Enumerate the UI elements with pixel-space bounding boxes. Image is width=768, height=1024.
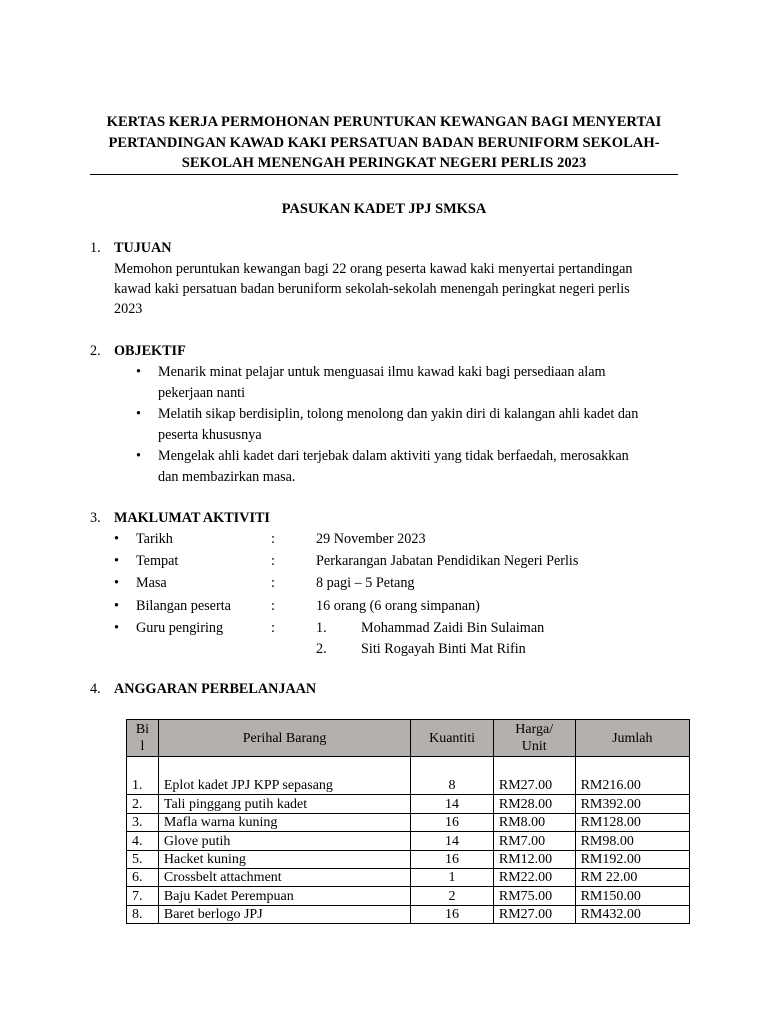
table-row	[127, 850, 690, 868]
header-price	[493, 720, 575, 757]
cell-total: RM 22.00	[575, 868, 689, 886]
info-label: Masa	[136, 575, 167, 591]
cell-price: RM28.00	[493, 795, 575, 813]
cell-price: RM12.00	[493, 850, 575, 868]
guru-number: 2.	[316, 641, 327, 657]
objektif-1-line-1: Menarik minat pelajar untuk menguasai ilmu kawad kaki bagi persediaan alam	[158, 364, 606, 380]
cell-total: RM392.00	[575, 795, 689, 813]
info-colon: :	[271, 620, 275, 636]
header-price-line-1: Harga/	[515, 722, 554, 737]
header-bil-line-1: Bi	[135, 722, 150, 737]
cell-item: Mafla warna kuning	[158, 813, 410, 831]
info-value: 8 pagi – 5 Petang	[316, 575, 415, 591]
cell-bil: 7.	[127, 887, 159, 905]
cell-price: RM22.00	[493, 868, 575, 886]
info-value: Perkarangan Jabatan Pendidikan Negeri Perlis	[316, 553, 579, 569]
cell-item: Baju Kadet Perempuan	[158, 887, 410, 905]
guru-name: Mohammad Zaidi Bin Sulaiman	[361, 620, 545, 636]
cell-bil: 8.	[127, 905, 159, 923]
cell-item: Glove putih	[158, 832, 410, 850]
cell-bil: 4.	[127, 832, 159, 850]
table-row	[127, 887, 690, 905]
header-qty: Kuantiti	[411, 720, 494, 757]
objektif-2-line-2: peserta khususnya	[158, 427, 262, 443]
title-line-3: SEKOLAH MENENGAH PERINGKAT NEGERI PERLIS 2023	[181, 155, 587, 171]
spacer-cell	[127, 757, 159, 778]
cell-price: RM7.00	[493, 832, 575, 850]
info-colon: :	[271, 575, 275, 591]
cell-bil: 3.	[127, 813, 159, 831]
guru-number: 1.	[316, 620, 327, 636]
table-spacer-row	[127, 757, 690, 778]
header-bil-line-2: l	[140, 739, 145, 754]
cell-item: Crossbelt attachment	[158, 868, 410, 886]
header-total: Jumlah	[575, 720, 689, 757]
cell-qty: 2	[411, 887, 494, 905]
cell-qty: 14	[411, 795, 494, 813]
header-price-line-2: Unit	[521, 739, 547, 754]
table-row	[127, 868, 690, 886]
info-label: Tarikh	[136, 531, 173, 547]
list-item	[130, 404, 675, 446]
cell-price: RM27.00	[493, 905, 575, 923]
cell-total: RM432.00	[575, 905, 689, 923]
cell-item: Baret berlogo JPJ	[158, 905, 410, 923]
cell-bil: 5.	[127, 850, 159, 868]
bullet-icon: •	[114, 598, 119, 614]
cell-total: RM150.00	[575, 887, 689, 905]
spacer-cell	[493, 757, 575, 778]
title-line-1: KERTAS KERJA PERMOHONAN PERUNTUKAN KEWANGAN BAGI MENYERTAI	[106, 114, 662, 130]
cell-bil: 1.	[127, 777, 159, 795]
cell-qty: 14	[411, 832, 494, 850]
cell-total: RM216.00	[575, 777, 689, 795]
cell-item: Eplot kadet JPJ KPP sepasang	[158, 777, 410, 795]
info-value: 29 November 2023	[316, 531, 426, 547]
cell-qty: 16	[411, 905, 494, 923]
section-2-heading: OBJEKTIF	[114, 343, 186, 359]
info-row-tarikh	[114, 529, 674, 551]
document-title	[90, 112, 678, 174]
bullet-icon: •	[114, 531, 119, 547]
info-label: Bilangan peserta	[136, 598, 231, 614]
objektif-2-line-1: Melatih sikap berdisiplin, tolong menolong dan yakin diri di kalangan ahli kadet dan	[158, 406, 639, 422]
title-line-2: PERTANDINGAN KAWAD KAKI PERSATUAN BADAN BERUNIFORM SEKOLAH-	[108, 134, 660, 151]
bullet-icon: •	[136, 448, 141, 464]
bullet-icon: •	[136, 406, 141, 422]
header-bil	[127, 720, 159, 757]
section-1-heading: TUJUAN	[114, 240, 172, 256]
objektif-3-line-2: dan membazirkan masa.	[158, 469, 296, 485]
header-item: Perihal Barang	[158, 720, 410, 757]
info-label: Tempat	[136, 553, 179, 569]
section-1-body	[114, 259, 674, 319]
cell-item: Hacket kuning	[158, 850, 410, 868]
section-4-number: 4.	[90, 681, 101, 697]
list-item	[130, 362, 675, 404]
cell-price: RM75.00	[493, 887, 575, 905]
cell-qty: 1	[411, 868, 494, 886]
table-row	[127, 832, 690, 850]
title-divider	[90, 174, 678, 175]
bullet-icon: •	[114, 575, 119, 591]
cell-qty: 16	[411, 813, 494, 831]
bullet-icon: •	[114, 620, 119, 636]
cell-price: RM27.00	[493, 777, 575, 795]
section-1-line-3: 2023	[114, 301, 143, 317]
cell-total: RM128.00	[575, 813, 689, 831]
info-colon: :	[271, 531, 275, 547]
cell-bil: 2.	[127, 795, 159, 813]
spacer-cell	[158, 757, 410, 778]
table-row	[127, 813, 690, 831]
cell-bil: 6.	[127, 868, 159, 886]
info-row-bilangan	[114, 596, 674, 618]
section-2-number: 2.	[90, 343, 101, 359]
section-4-heading: ANGGARAN PERBELANJAAN	[114, 681, 317, 697]
cell-item: Tali pinggang putih kadet	[158, 795, 410, 813]
cell-price: RM8.00	[493, 813, 575, 831]
bullet-icon: •	[136, 364, 141, 380]
info-colon: :	[271, 553, 275, 569]
spacer-cell	[411, 757, 494, 778]
table-row	[127, 795, 690, 813]
table-row	[127, 777, 690, 795]
table-header-row	[127, 720, 690, 757]
info-value: 16 orang (6 orang simpanan)	[316, 598, 480, 614]
guru-name: Siti Rogayah Binti Mat Rifin	[361, 641, 526, 657]
section-1-line-2: kawad kaki persatuan badan beruniform sekolah-sekolah menengah peringkat negeri perlis	[114, 281, 630, 297]
info-row-tempat	[114, 551, 674, 573]
info-label: Guru pengiring	[136, 620, 224, 636]
section-3-heading: MAKLUMAT AKTIVITI	[114, 510, 270, 526]
section-1-line-1: Memohon peruntukan kewangan bagi 22 orang peserta kawad kaki menyertai pertandingan	[114, 261, 633, 277]
spacer-cell	[575, 757, 689, 778]
list-item	[130, 446, 675, 488]
cell-qty: 8	[411, 777, 494, 795]
cell-total: RM98.00	[575, 832, 689, 850]
section-3-number: 3.	[90, 510, 101, 526]
objektif-1-line-2: pekerjaan nanti	[158, 385, 246, 401]
document-subtitle: PASUKAN KADET JPJ SMKSA	[281, 201, 487, 217]
table-row	[127, 905, 690, 923]
section-1-number: 1.	[90, 240, 101, 256]
budget-table	[126, 719, 690, 924]
info-colon: :	[271, 598, 275, 614]
cell-qty: 16	[411, 850, 494, 868]
objektif-list	[130, 362, 675, 488]
objektif-3-line-1: Mengelak ahli kadet dari terjebak dalam aktiviti yang tidak berfaedah, merosakkan	[158, 448, 629, 464]
info-row-masa	[114, 573, 674, 595]
cell-total: RM192.00	[575, 850, 689, 868]
bullet-icon: •	[114, 553, 119, 569]
